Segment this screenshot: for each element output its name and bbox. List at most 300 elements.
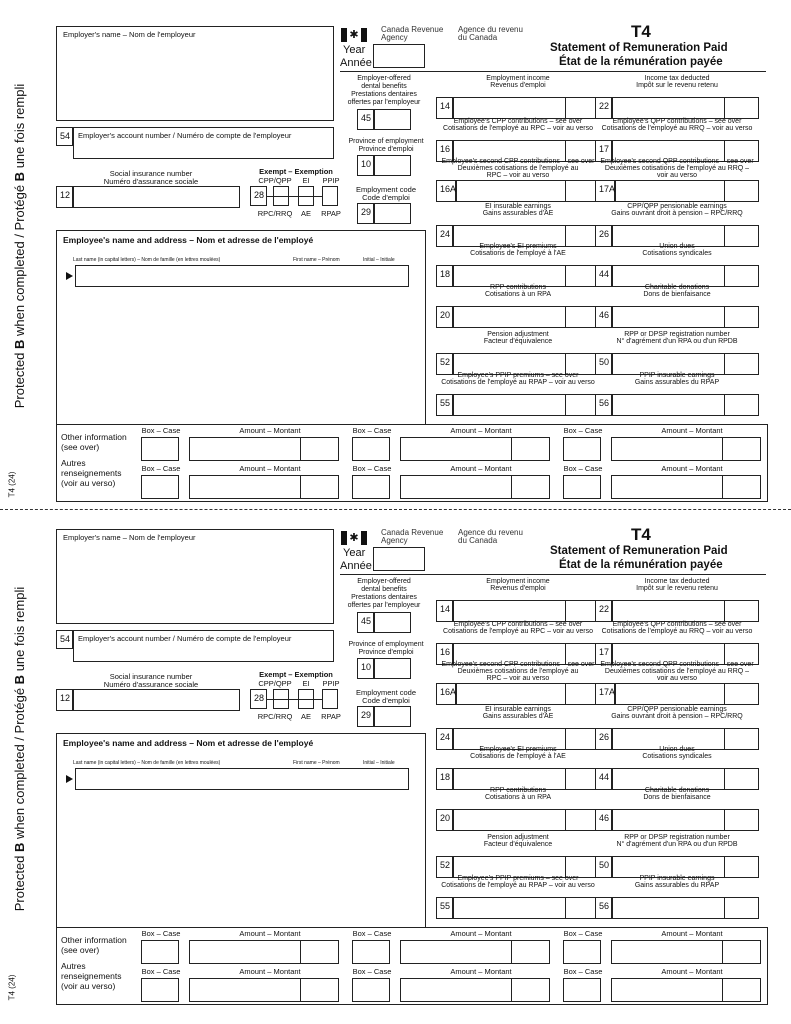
box-46-amount-field[interactable] bbox=[612, 306, 759, 328]
box-16a-label-2: Deuxièmes cotisations de l'employé au bbox=[457, 668, 579, 675]
cents-divider bbox=[724, 98, 725, 118]
box-20-number: 20 bbox=[436, 809, 453, 831]
box-24-label-1: EI insurable earnings bbox=[485, 203, 551, 210]
amount-label: Amount – Montant bbox=[450, 929, 512, 938]
box-17a-label-3: voir au verso bbox=[656, 675, 698, 682]
province-label-en: Province of employment bbox=[348, 641, 424, 648]
initial-label: Initial – Initiale bbox=[363, 257, 395, 263]
box-14-number: 14 bbox=[436, 600, 453, 622]
employee-heading: Employee's name and address – Nom et adresse de l'employé bbox=[63, 738, 314, 748]
form-version: T4 (24) bbox=[7, 471, 17, 498]
box-56-number: 56 bbox=[595, 897, 612, 919]
box-55-label-1: Employee's PPIP premiums – see over bbox=[457, 372, 579, 379]
employer-name-label: Employer's name – Nom de l'employeur bbox=[63, 30, 196, 39]
province-field[interactable] bbox=[374, 658, 411, 679]
cents-divider bbox=[511, 476, 512, 498]
year-field[interactable] bbox=[373, 547, 425, 571]
employment-code-field[interactable] bbox=[374, 706, 411, 727]
year-label-en: Year bbox=[343, 547, 366, 559]
cents-divider bbox=[724, 684, 725, 704]
box-17a-amount-field[interactable] bbox=[615, 683, 759, 705]
other-info-label: renseignements bbox=[61, 468, 122, 478]
cents-divider bbox=[722, 476, 723, 498]
sin-label-en: Social insurance number bbox=[109, 169, 193, 178]
other-info-box-2-3[interactable] bbox=[563, 978, 601, 1002]
employee-name-address-block bbox=[56, 733, 426, 931]
cents-divider bbox=[565, 857, 566, 877]
other-info-amount-2-3[interactable] bbox=[611, 978, 761, 1002]
box-52-label-2: Facteur d'équivalence bbox=[483, 841, 553, 848]
amount-label: Amount – Montant bbox=[661, 929, 723, 938]
box-22-number: 22 bbox=[595, 600, 612, 622]
box-26-label-2: Gains ouvrant droit à pension – RPC/RRQ bbox=[611, 713, 743, 720]
box-22-number: 22 bbox=[595, 97, 612, 119]
box-20-label-1: RPP contributions bbox=[490, 787, 546, 794]
employment-code-label-en: Employment code bbox=[355, 185, 417, 194]
protected-text-part: B bbox=[12, 674, 27, 685]
other-info-amount-1-3[interactable] bbox=[611, 437, 761, 461]
box-14-number: 14 bbox=[436, 97, 453, 119]
t4-slip-1 bbox=[0, 20, 791, 510]
amount-label: Amount – Montant bbox=[450, 967, 512, 976]
cents-divider bbox=[300, 438, 301, 460]
cents-divider bbox=[565, 769, 566, 789]
box-46-label-1: Charitable donations bbox=[644, 787, 710, 794]
protected-text-part: Protected bbox=[12, 348, 27, 409]
box-44-label-1: Union dues bbox=[659, 746, 695, 753]
cents-divider bbox=[565, 601, 566, 621]
ppip-label: PPIP bbox=[322, 679, 340, 688]
amount-label: Amount – Montant bbox=[239, 464, 301, 473]
box-24-label-2: Gains assurables d'AE bbox=[482, 713, 554, 720]
dental-benefits-label: offertes par l'employeur bbox=[347, 99, 421, 106]
box-16-label-2: Cotisations de l'employé au RPC – voir au verso bbox=[443, 628, 593, 635]
first-name-label: First name – Prénom bbox=[293, 760, 340, 766]
box-55-label-1: Employee's PPIP premiums – see over bbox=[457, 875, 579, 882]
box-16a-amount-field[interactable] bbox=[456, 180, 600, 202]
other-info-amount-2-2[interactable] bbox=[400, 978, 550, 1002]
other-info-amount-1-1[interactable] bbox=[189, 437, 339, 461]
year-label-en: Year bbox=[343, 44, 366, 56]
rpap-label: RPAP bbox=[321, 712, 341, 721]
other-info-label: (voir au verso) bbox=[61, 478, 116, 488]
box-16a-label-1: Employee's second CPP contributions – see over bbox=[441, 158, 595, 165]
box-24-number: 24 bbox=[436, 728, 453, 750]
box-20-number: 20 bbox=[436, 306, 453, 328]
other-info-label: Autres bbox=[61, 458, 86, 468]
protected-text-part: B bbox=[12, 842, 27, 852]
box-14-label-1: Employment income bbox=[486, 75, 550, 82]
other-info-label: Other information bbox=[61, 935, 127, 945]
other-info-label: Other information bbox=[61, 432, 127, 442]
ae-label: AE bbox=[300, 712, 311, 721]
cents-divider bbox=[724, 810, 725, 830]
box-55-label-2: Cotisations de l'employé au RPAP – voir au verso bbox=[441, 882, 595, 889]
box-20-label-2: Cotisations à un RPA bbox=[484, 794, 551, 801]
sin-field[interactable] bbox=[73, 689, 240, 711]
box-16-label-1: Employee's CPP contributions – see over bbox=[453, 621, 583, 628]
maple-leaf-icon: ✱ bbox=[349, 29, 359, 41]
other-info-label: (voir au verso) bbox=[61, 981, 116, 991]
cents-divider bbox=[565, 395, 566, 415]
year-label-fr: Année bbox=[340, 560, 372, 572]
dental-benefits-label: offertes par l'employeur bbox=[347, 602, 421, 609]
box-22-label-2: Impôt sur le revenu retenu bbox=[636, 585, 718, 592]
box-18-number: 18 bbox=[436, 265, 453, 287]
box-44-label-2: Cotisations syndicales bbox=[642, 753, 712, 760]
agency-name-en: Canada Revenue Agency bbox=[381, 25, 444, 42]
protected-text-part: une fois rempli bbox=[12, 586, 27, 675]
form-title-fr: État de la rémunération payée bbox=[559, 56, 723, 68]
form-code-title: T4 bbox=[631, 525, 651, 544]
other-info-box-1-1[interactable] bbox=[141, 940, 179, 964]
box-16-number: 16 bbox=[436, 643, 453, 665]
box-50-number: 50 bbox=[595, 353, 612, 375]
form-version: T4 (24) bbox=[7, 974, 17, 1001]
box-46-amount-field[interactable] bbox=[612, 809, 759, 831]
box-17a-label-1: Employee's second QPP contributions – see over bbox=[600, 661, 754, 668]
protected-text-part: B bbox=[12, 171, 27, 182]
box-28-number: 28 bbox=[250, 186, 267, 206]
box-16-number: 16 bbox=[436, 140, 453, 162]
header-rule bbox=[340, 574, 766, 575]
box-16a-label-2: Deuxièmes cotisations de l'employé au bbox=[457, 165, 579, 172]
employer-account-number-field[interactable] bbox=[73, 127, 334, 159]
employment-code-label-en: Employment code bbox=[355, 688, 417, 697]
box-46-label-1: Charitable donations bbox=[644, 284, 710, 291]
other-info-box-1-3[interactable] bbox=[563, 437, 601, 461]
other-info-box-1-1[interactable] bbox=[141, 437, 179, 461]
box-46-label-2: Dons de bienfaisance bbox=[643, 794, 711, 801]
amount-label: Amount – Montant bbox=[450, 464, 512, 473]
box-16a-number: 16A bbox=[436, 180, 456, 202]
amount-label: Amount – Montant bbox=[661, 967, 723, 976]
box-55-number: 55 bbox=[436, 394, 453, 416]
box-case-label: Box – Case bbox=[563, 426, 603, 435]
other-info-label: (see over) bbox=[61, 442, 100, 452]
province-label-fr: Province d'emploi bbox=[358, 649, 414, 656]
box-16-label-1: Employee's CPP contributions – see over bbox=[453, 118, 583, 125]
employee-heading: Employee's name and address – Nom et adresse de l'employé bbox=[63, 235, 314, 245]
agency-name-fr: Agence du revenu du Canada bbox=[458, 528, 523, 545]
box-case-label: Box – Case bbox=[141, 967, 181, 976]
cents-divider bbox=[722, 941, 723, 963]
flag-bar-right bbox=[361, 531, 367, 545]
box-18-label-1: Employee's EI premiums bbox=[479, 243, 557, 250]
flag-bar-left bbox=[341, 531, 347, 545]
sin-label-fr: Numéro d'assurance sociale bbox=[103, 680, 199, 689]
last-name-label: Last name (in capital letters) – Nom de famille (en lettres moulées) bbox=[73, 257, 221, 263]
rpc-rrq-label: RPC/RRQ bbox=[257, 712, 293, 721]
employer-name-field[interactable] bbox=[56, 26, 334, 121]
box-case-label: Box – Case bbox=[141, 464, 181, 473]
box-16a-label-3: RPC – voir au verso bbox=[486, 675, 550, 682]
box-16-label-2: Cotisations de l'employé au RPC – voir au verso bbox=[443, 125, 593, 132]
dental-benefits-label: dental benefits bbox=[361, 83, 407, 90]
box-50-label-1: RPP or DPSP registration number bbox=[624, 834, 730, 841]
arrow-icon bbox=[66, 775, 73, 783]
box-14-amount-field[interactable] bbox=[453, 97, 600, 119]
form-code-title: T4 bbox=[631, 22, 651, 41]
box-17-label-1: Employee's QPP contributions – see over bbox=[612, 621, 742, 628]
exempt-connector bbox=[267, 196, 322, 197]
box-case-label: Box – Case bbox=[563, 464, 603, 473]
box-56-label-1: PPIP insurable earnings bbox=[639, 875, 715, 882]
box-18-label-2: Cotisations de l'employé à l'AE bbox=[470, 753, 566, 760]
amount-label: Amount – Montant bbox=[661, 426, 723, 435]
box-54-number: 54 bbox=[56, 630, 73, 649]
box-case-label: Box – Case bbox=[141, 426, 181, 435]
province-field[interactable] bbox=[374, 155, 411, 176]
box-16a-amount-field[interactable] bbox=[456, 683, 600, 705]
box-10-number: 10 bbox=[357, 155, 374, 176]
dental-benefits-field[interactable] bbox=[374, 612, 411, 633]
box-17a-label-3: voir au verso bbox=[656, 172, 698, 179]
province-label-fr: Province d'emploi bbox=[358, 146, 414, 153]
dental-benefits-label: Employer-offered bbox=[357, 578, 411, 585]
box-17-label-2: Cotisations de l'employé au RRQ – voir au verso bbox=[601, 125, 753, 132]
other-info-label: (see over) bbox=[61, 945, 100, 955]
cents-divider bbox=[565, 307, 566, 327]
sin-label-fr: Numéro d'assurance sociale bbox=[103, 177, 199, 186]
sin-field[interactable] bbox=[73, 186, 240, 208]
box-case-label: Box – Case bbox=[352, 929, 392, 938]
cents-divider bbox=[724, 601, 725, 621]
box-20-label-2: Cotisations à un RPA bbox=[484, 291, 551, 298]
cents-divider bbox=[722, 438, 723, 460]
box-26-number: 26 bbox=[595, 225, 612, 247]
cents-divider bbox=[724, 181, 725, 201]
box-50-label-2: N° d'agrément d'un RPA ou d'un RPDB bbox=[616, 338, 738, 345]
arrow-icon bbox=[66, 272, 73, 280]
box-45-number: 45 bbox=[357, 612, 374, 633]
box-20-amount-field[interactable] bbox=[453, 809, 600, 831]
cents-divider bbox=[511, 941, 512, 963]
employee-name-field[interactable] bbox=[75, 768, 409, 790]
cut-line bbox=[0, 509, 791, 510]
form-title-en: Statement of Remuneration Paid bbox=[550, 42, 728, 54]
employee-name-field[interactable] bbox=[75, 265, 409, 287]
box-56-amount-field[interactable] bbox=[612, 394, 759, 416]
box-16a-label-1: Employee's second CPP contributions – see over bbox=[441, 661, 595, 668]
box-14-label-1: Employment income bbox=[486, 578, 550, 585]
other-info-box-2-3[interactable] bbox=[563, 475, 601, 499]
initial-label: Initial – Initiale bbox=[363, 760, 395, 766]
box-56-amount-field[interactable] bbox=[612, 897, 759, 919]
employee-name-address-block bbox=[56, 230, 426, 428]
box-55-amount-field[interactable] bbox=[453, 897, 600, 919]
form-title-en: Statement of Remuneration Paid bbox=[550, 545, 728, 557]
box-14-label-2: Revenus d'emploi bbox=[490, 82, 546, 89]
other-info-amount-2-1[interactable] bbox=[189, 475, 339, 499]
box-50-number: 50 bbox=[595, 856, 612, 878]
box-24-label-1: EI insurable earnings bbox=[485, 706, 551, 713]
cents-divider bbox=[724, 266, 725, 286]
other-info-box-1-2[interactable] bbox=[352, 940, 390, 964]
employer-name-field[interactable] bbox=[56, 529, 334, 624]
box-14-amount-field[interactable] bbox=[453, 600, 600, 622]
cents-divider bbox=[565, 684, 566, 704]
box-17a-label-1: Employee's second QPP contributions – see over bbox=[600, 158, 754, 165]
year-label-fr: Année bbox=[340, 57, 372, 69]
cpp-qpp-label: CPP/QPP bbox=[258, 176, 292, 185]
dental-benefits-label: dental benefits bbox=[361, 586, 407, 593]
dental-benefits-field[interactable] bbox=[374, 109, 411, 130]
amount-label: Amount – Montant bbox=[239, 426, 301, 435]
employment-code-field[interactable] bbox=[374, 203, 411, 224]
amount-label: Amount – Montant bbox=[450, 426, 512, 435]
cents-divider bbox=[724, 307, 725, 327]
box-20-amount-field[interactable] bbox=[453, 306, 600, 328]
rpap-label: RPAP bbox=[321, 209, 341, 218]
other-info-amount-1-2[interactable] bbox=[400, 940, 550, 964]
maple-leaf-icon: ✱ bbox=[349, 532, 359, 544]
other-info-box-2-1[interactable] bbox=[141, 978, 179, 1002]
protected-text-part: Protected bbox=[12, 851, 27, 912]
box-17-number: 17 bbox=[595, 140, 612, 162]
other-info-box-2-2[interactable] bbox=[352, 475, 390, 499]
box-case-label: Box – Case bbox=[352, 426, 392, 435]
other-info-amount-2-1[interactable] bbox=[189, 978, 339, 1002]
box-case-label: Box – Case bbox=[563, 929, 603, 938]
other-info-label: renseignements bbox=[61, 971, 122, 981]
box-case-label: Box – Case bbox=[352, 464, 392, 473]
cents-divider bbox=[300, 476, 301, 498]
ppip-exempt-checkbox[interactable] bbox=[322, 186, 338, 206]
protected-b-label bbox=[9, 569, 31, 929]
other-info-amount-2-2[interactable] bbox=[400, 475, 550, 499]
cents-divider bbox=[300, 979, 301, 1001]
box-12-number: 12 bbox=[56, 689, 73, 711]
box-22-amount-field[interactable] bbox=[612, 97, 759, 119]
box-24-number: 24 bbox=[436, 225, 453, 247]
dental-benefits-label: Prestations dentaires bbox=[351, 91, 417, 98]
box-14-label-2: Revenus d'emploi bbox=[490, 585, 546, 592]
employer-name-label: Employer's name – Nom de l'employeur bbox=[63, 533, 196, 542]
box-50-label-1: RPP or DPSP registration number bbox=[624, 331, 730, 338]
sin-label-en: Social insurance number bbox=[109, 672, 193, 681]
year-field[interactable] bbox=[373, 44, 425, 68]
amount-label: Amount – Montant bbox=[239, 929, 301, 938]
box-52-label-2: Facteur d'équivalence bbox=[483, 338, 553, 345]
box-56-label-2: Gains assurables du RPAP bbox=[634, 379, 720, 386]
box-26-label-2: Gains ouvrant droit à pension – RPC/RRQ bbox=[611, 210, 743, 217]
box-22-amount-field[interactable] bbox=[612, 600, 759, 622]
box-44-label-2: Cotisations syndicales bbox=[642, 250, 712, 257]
amount-label: Amount – Montant bbox=[239, 967, 301, 976]
amount-label: Amount – Montant bbox=[661, 464, 723, 473]
box-10-number: 10 bbox=[357, 658, 374, 679]
box-22-label-1: Income tax deducted bbox=[644, 75, 710, 82]
agency-name-fr: Agence du revenu du Canada bbox=[458, 25, 523, 42]
exempt-label: Exempt – Exemption bbox=[259, 670, 333, 679]
header-rule bbox=[340, 71, 766, 72]
box-45-number: 45 bbox=[357, 109, 374, 130]
box-20-label-1: RPP contributions bbox=[490, 284, 546, 291]
box-17a-label-2: Deuxièmes cotisations de l'employé au RRQ – bbox=[604, 668, 750, 675]
exempt-label: Exempt – Exemption bbox=[259, 167, 333, 176]
first-name-label: First name – Prénom bbox=[293, 257, 340, 263]
cents-divider bbox=[511, 438, 512, 460]
box-55-label-2: Cotisations de l'employé au RPAP – voir au verso bbox=[441, 379, 595, 386]
box-22-label-2: Impôt sur le revenu retenu bbox=[636, 82, 718, 89]
box-52-label-1: Pension adjustment bbox=[487, 834, 549, 841]
dental-benefits-label: Prestations dentaires bbox=[351, 594, 417, 601]
box-46-number: 46 bbox=[595, 306, 612, 328]
protected-text-part: B bbox=[12, 339, 27, 349]
box-56-label-1: PPIP insurable earnings bbox=[639, 372, 715, 379]
box-52-number: 52 bbox=[436, 856, 453, 878]
box-26-label-1: CPP/QPP pensionable earnings bbox=[627, 203, 727, 210]
box-case-label: Box – Case bbox=[141, 929, 181, 938]
ei-label: EI bbox=[302, 679, 310, 688]
cents-divider bbox=[565, 898, 566, 918]
flag-bar-right bbox=[361, 28, 367, 42]
box-44-number: 44 bbox=[595, 768, 612, 790]
other-info-amount-1-3[interactable] bbox=[611, 940, 761, 964]
employer-account-label: Employer's account number / Numéro de compte de l'employeur bbox=[78, 131, 292, 140]
box-56-label-2: Gains assurables du RPAP bbox=[634, 882, 720, 889]
box-17a-number: 17A bbox=[595, 683, 615, 705]
box-55-amount-field[interactable] bbox=[453, 394, 600, 416]
exempt-connector bbox=[267, 699, 322, 700]
other-info-box-1-3[interactable] bbox=[563, 940, 601, 964]
other-info-label: Autres bbox=[61, 961, 86, 971]
dental-benefits-label: Employer-offered bbox=[357, 75, 411, 82]
box-17-number: 17 bbox=[595, 643, 612, 665]
protected-text-part: when completed / Protégé bbox=[12, 181, 27, 340]
box-18-label-2: Cotisations de l'employé à l'AE bbox=[470, 250, 566, 257]
cents-divider bbox=[565, 181, 566, 201]
box-46-number: 46 bbox=[595, 809, 612, 831]
box-18-label-1: Employee's EI premiums bbox=[479, 746, 557, 753]
t4-slip-2 bbox=[0, 523, 791, 1013]
other-info-box-2-1[interactable] bbox=[141, 475, 179, 499]
other-info-amount-1-2[interactable] bbox=[400, 437, 550, 461]
other-info-box-2-2[interactable] bbox=[352, 978, 390, 1002]
other-information-section bbox=[56, 424, 768, 502]
box-52-label-1: Pension adjustment bbox=[487, 331, 549, 338]
cpp-qpp-label: CPP/QPP bbox=[258, 679, 292, 688]
box-16a-number: 16A bbox=[436, 683, 456, 705]
box-55-number: 55 bbox=[436, 897, 453, 919]
canada-flag-icon bbox=[341, 531, 367, 545]
box-17a-number: 17A bbox=[595, 180, 615, 202]
cents-divider bbox=[724, 354, 725, 374]
protected-text-part: une fois rempli bbox=[12, 83, 27, 172]
other-info-box-1-2[interactable] bbox=[352, 437, 390, 461]
box-54-number: 54 bbox=[56, 127, 73, 146]
cents-divider bbox=[724, 857, 725, 877]
canada-flag-icon bbox=[341, 28, 367, 42]
other-info-amount-2-3[interactable] bbox=[611, 475, 761, 499]
ppip-label: PPIP bbox=[322, 176, 340, 185]
ae-label: AE bbox=[300, 209, 311, 218]
box-17a-amount-field[interactable] bbox=[615, 180, 759, 202]
box-44-label-1: Union dues bbox=[659, 243, 695, 250]
box-52-number: 52 bbox=[436, 353, 453, 375]
box-case-label: Box – Case bbox=[352, 967, 392, 976]
cents-divider bbox=[724, 395, 725, 415]
employer-account-number-field[interactable] bbox=[73, 630, 334, 662]
ppip-exempt-checkbox[interactable] bbox=[322, 689, 338, 709]
box-17a-label-2: Deuxièmes cotisations de l'employé au RRQ – bbox=[604, 165, 750, 172]
employment-code-label-fr: Code d'emploi bbox=[362, 696, 410, 705]
box-case-label: Box – Case bbox=[563, 967, 603, 976]
other-info-amount-1-1[interactable] bbox=[189, 940, 339, 964]
cents-divider bbox=[300, 941, 301, 963]
box-29-number: 29 bbox=[357, 706, 374, 727]
